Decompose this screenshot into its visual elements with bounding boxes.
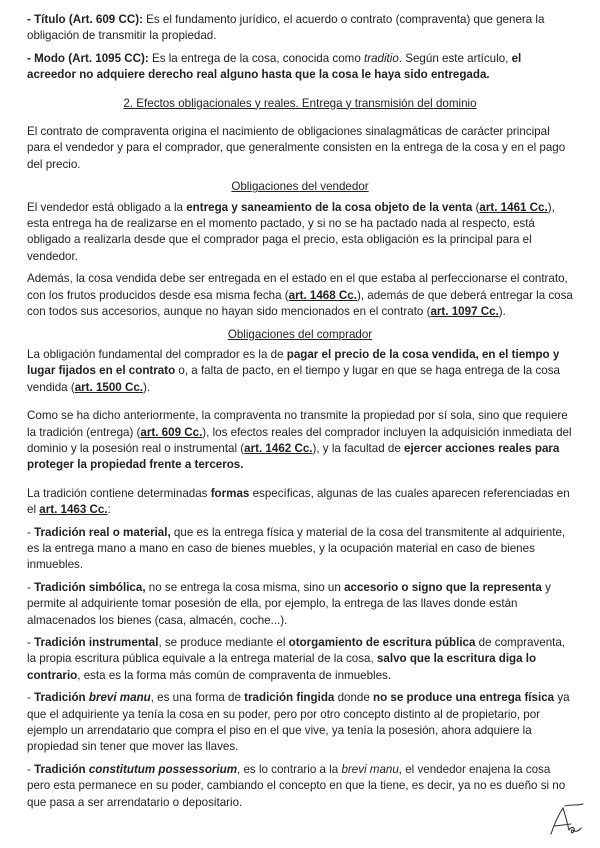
simbolica-label: Tradición simbólica, <box>34 580 146 594</box>
titulo-label: - Título (Art. 609 CC): <box>27 13 143 26</box>
tradicion-bold: ejercer acciones reales para proteger la propiedad frente a terceros. <box>27 441 560 472</box>
modo-traditio: traditio <box>364 51 399 65</box>
formas-paragraph <box>27 486 573 519</box>
dash: - <box>27 525 35 539</box>
simbolica-a: no se entrega la cosa misma, sino un <box>145 580 345 594</box>
simbolica-c: y permite al adquiriente tomar posesión de ella, por ejemplo, la entrega de las llaves donde están almacenados los bienes (casa, almacén, coche...). <box>27 580 551 627</box>
comprador-title: Obligaciones del comprador <box>227 327 373 341</box>
brevi-c: donde <box>334 691 374 705</box>
art-1097-link[interactable]: art. 1097 Cc. <box>430 305 499 319</box>
brevi-a: , es una forma de <box>150 691 245 705</box>
vendedor-p1-d: ), esta entrega ha de realizarse en el momento pactado, y si no se ha pactado nada al respecto, está obligado a realizarla desde que el comprador paga el precio, esta obligación es la principal para el vendedor. <box>27 200 555 263</box>
formas-a: La tradición contiene determinadas <box>27 486 211 500</box>
simbolica-bold: accesorio o signo que la representa <box>344 580 542 594</box>
formas-d: : <box>107 503 111 517</box>
modo-paragraph <box>27 51 573 84</box>
brevi-label-1: Tradición <box>34 691 89 705</box>
dash: - <box>27 691 35 705</box>
tradicion-paragraph <box>27 408 573 474</box>
vendedor-p2-a: Además, la cosa vendida debe ser entregada en el estado en el que estaba al perfeccionarse el contrato, con los frutos producidos desde esa misma fecha ( <box>27 272 568 302</box>
vendedor-p1-bold: entrega y saneamiento de la cosa objeto de la venta <box>186 200 473 214</box>
dash: - <box>27 636 35 649</box>
art-1462-link[interactable]: art. 1462 Cc. <box>244 441 313 455</box>
vendedor-paragraph-1 <box>27 200 573 266</box>
instrumental-e: , esta es la forma más común de compraventa de inmuebles. <box>77 668 392 682</box>
comprador-p1-bold: pagar el precio de la cosa vendida, en el tiempo y lugar fijados en el contrato <box>27 347 560 378</box>
list-item-real <box>27 525 573 574</box>
instrumental-label: Tradición instrumental <box>34 636 159 649</box>
constitutum-brevi: brevi manu <box>341 762 399 776</box>
real-label: Tradición real o material, <box>34 525 171 539</box>
list-item-simbolica <box>27 580 573 629</box>
vendedor-p1-a: El vendedor está obligado a la <box>27 200 187 214</box>
dash: - <box>27 580 35 594</box>
dash: - <box>27 762 35 776</box>
instrumental-bold-2: salvo que la escritura diga lo contrario <box>27 652 537 682</box>
list-item-brevi-manu <box>27 690 573 756</box>
vendedor-p2-c: ). <box>498 305 506 319</box>
real-text: que es la entrega física y material de la cosa del transmitente al adquiriente, es la entrega mano a mano en caso de bienes muebles, y la ocupación material en caso de bienes inmuebles. <box>27 525 566 572</box>
art-1468-link[interactable]: art. 1468 Cc. <box>288 288 357 302</box>
vendedor-p2-b: ), además de que deberá entregar la cosa con todos sus accesorios, aunque no hayan sido mencionados en el contrato ( <box>27 288 573 319</box>
modo-bold: el acreedor no adquiere derecho real alguno hasta que la cosa le haya sido entregada. <box>27 51 522 82</box>
intro-paragraph: El contrato de compraventa origina el nacimiento de obligaciones sinalagmáticas de carácter principal para el vendedor y para el comprador, que generalmente consisten en la entrega de la cosa y en el pago del precio. <box>27 125 566 171</box>
comprador-p1-d: ). <box>143 380 151 394</box>
brevi-e: ya que el adquiriente ya tenía la cosa en su poder, pero por otro concepto distinto al de propietario, por ejemplo un arrendatario que compra el piso en el que vive, ya tenía la posesión, ahora adquiere la propiedad sin tener que mover las llaves. <box>27 691 570 754</box>
comprador-paragraph <box>27 347 573 396</box>
formas-bold: formas <box>210 486 250 500</box>
list-item-instrumental <box>27 635 573 684</box>
instrumental-c: de compraventa, la propia escritura pública equivale a la entrega material de la cosa, <box>27 636 566 666</box>
instrumental-bold-1: otorgamiento de escritura pública <box>288 636 476 649</box>
tradicion-b: ), los efectos reales del comprador incluyen la adquisición inmediata del dominio y la posesión real o instrumental ( <box>27 425 572 455</box>
constitutum-a: , es lo contrario a la <box>237 762 342 776</box>
signature-icon <box>545 800 589 840</box>
art-1500-link[interactable]: art. 1500 Cc. <box>74 380 144 394</box>
titulo-paragraph <box>27 12 573 45</box>
tradicion-c: ), y la facultad de <box>312 441 405 455</box>
vendedor-p1-c: ( <box>472 200 480 214</box>
modo-label: - Modo (Art. 1095 CC): <box>27 51 149 65</box>
document-page <box>27 12 573 817</box>
brevi-label-2: brevi manu <box>88 691 151 705</box>
constitutum-c: , el vendedor enajena la cosa pero esta permanece en su poder, cambiando el concepto en que la tiene, es decir, ya no es dueño si no que pasa a ser arrendatario o depositario. <box>27 762 566 809</box>
tradicion-a: Como se ha dicho anteriormente, la compraventa no transmite la propiedad por sí sola, sino que requiere la tradición (entrega) ( <box>27 409 568 439</box>
section-heading: 2. Efectos obligacionales y reales. Entrega y transmisión del dominio <box>123 96 477 110</box>
vendedor-title: Obligaciones del vendedor <box>231 180 369 194</box>
brevi-bold-2: no se produce una entrega física <box>373 691 555 705</box>
comprador-p1-a: La obligación fundamental del comprador es la de <box>27 347 287 361</box>
modo-text-1: Es la entrega de la cosa, conocida como <box>148 51 364 65</box>
vendedor-paragraph-2 <box>27 271 573 320</box>
constitutum-label-1: Tradición <box>34 762 89 776</box>
constitutum-label-2: constitutum possessorium <box>88 762 238 776</box>
formas-c: específicas, algunas de las cuales aparecen referenciadas en el <box>27 486 570 517</box>
modo-text-3: . Según este artículo, <box>398 51 512 65</box>
art-609-link[interactable]: art. 609 Cc. <box>140 425 203 439</box>
list-item-constitutum <box>27 762 573 811</box>
brevi-bold-1: tradición fingida <box>244 691 335 705</box>
comprador-p1-c: o, a falta de pacto, en el tiempo y lugar en que se haga entrega de la cosa vendida ( <box>27 364 560 394</box>
instrumental-a: , se produce mediante el <box>158 636 289 649</box>
art-1463-link[interactable]: art. 1463 Cc. <box>39 503 108 517</box>
art-1461-link[interactable]: art. 1461 Cc. <box>479 200 548 214</box>
titulo-text: Es el fundamento jurídico, el acuerdo o contrato (compraventa) que genera la obligación de transmitir la propiedad. <box>27 13 545 43</box>
